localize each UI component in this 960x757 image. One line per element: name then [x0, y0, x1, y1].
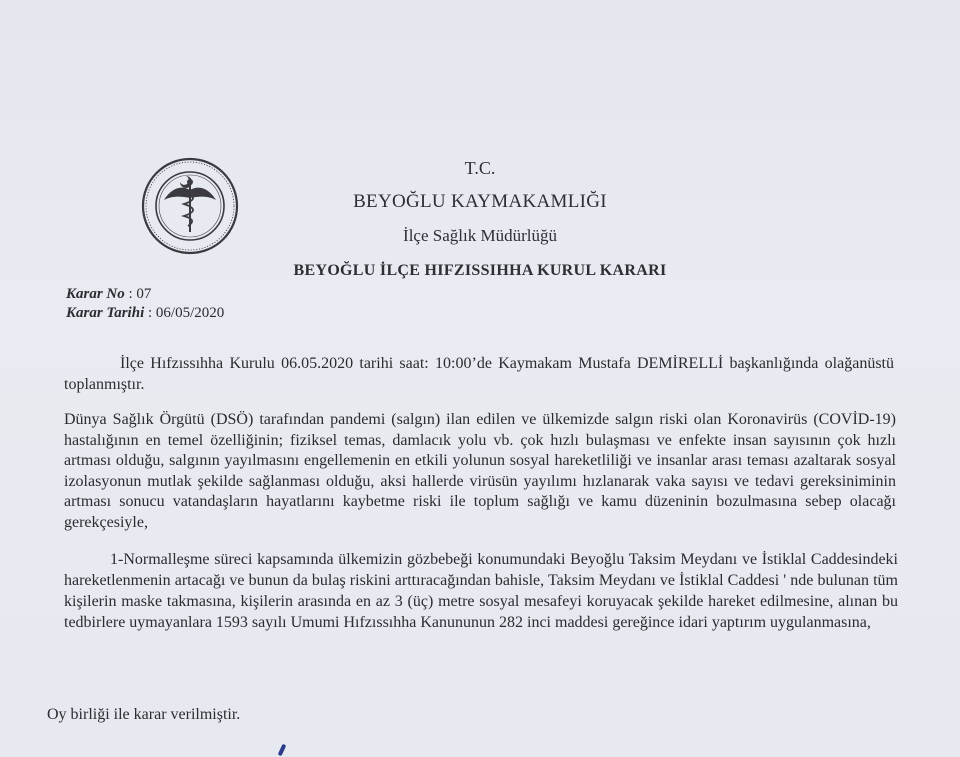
decision-date-label: Karar Tarihi	[66, 305, 145, 321]
header-authority: BEYOĞLU KAYMAKAMLIĞI	[353, 191, 607, 212]
decision-number	[66, 286, 151, 303]
ministry-seal-logo	[140, 156, 240, 256]
decision-number-label: Karar No	[66, 286, 125, 302]
decision-date-value: : 06/05/2020	[147, 305, 225, 321]
decision-date	[66, 305, 224, 322]
header-department: İlçe Sağlık Müdürlüğü	[403, 226, 557, 245]
seal-graphic	[140, 156, 240, 256]
paragraph-article-1: 1-Normalleşme süreci kapsamında ülkemizin gözbebeği konumundaki Beyoğlu Taksim Meydanı ve İstiklal Caddesindeki hareketlenmenin artacağı ve bunun da bulaş riskini arttıracağından bahisle, Taksim Meydanı ve İstiklal Caddesi ' nde bulunan tüm kişilerin maske takmasına, kişilerin arasında en az 3 (üç) metre sosyal mesafeyi koruyacak şekilde hareket edilmesine, alınan bu tedbirlere uymayanlara 1593 sayılı Umumi Hıfzıssıhha Kanununun 282 inci maddesi gereğince idari yaptırım uygulanmasına,	[64, 551, 898, 631]
document-title: BEYOĞLU İLÇE HIFZISSIHHA KURUL KARARI	[293, 262, 667, 279]
header-tc: T.C.	[464, 158, 496, 178]
paragraph-meeting: İlçe Hıfzıssıhha Kurulu 06.05.2020 tarihi saat: 10:00’de Kaymakam Mustafa DEMİRELLİ başkanlığında olağanüstü toplanmıştır.	[64, 355, 894, 393]
paragraph-rationale: Dünya Sağlık Örgütü (DSÖ) tarafından pandemi (salgın) ilan edilen ve ülkemizde salgın riski olan Koronavirüs (COVİD-19) hastalığının en temel özelliğinin; fiziksel temas, damlacık yolu vb. çok hızlı bulaşması ve enfekte insan sayısının çok hızlı artması olduğu, salgının yayılmasını engellemenin en etkili yolunun sosyal hareketliliği ve insanlar arası teması azaltarak sosyal izolasyonun mutlak şekilde sağlanması olduğu, aksi hallerde virüsün yayılımı hızlanarak vaka sayısı ve tedavi gereksiniminin artması sonucu vatandaşların hayatlarını kaybetme riski ile toplum sağlığı ve kamu düzeninin bozulmasına sebep olacağı gerekçesiyle,	[64, 411, 896, 531]
decision-number-value: : 07	[128, 286, 152, 302]
pen-mark	[278, 744, 287, 757]
paragraph-conclusion: Oy birliği ile karar verilmiştir.	[47, 706, 241, 723]
